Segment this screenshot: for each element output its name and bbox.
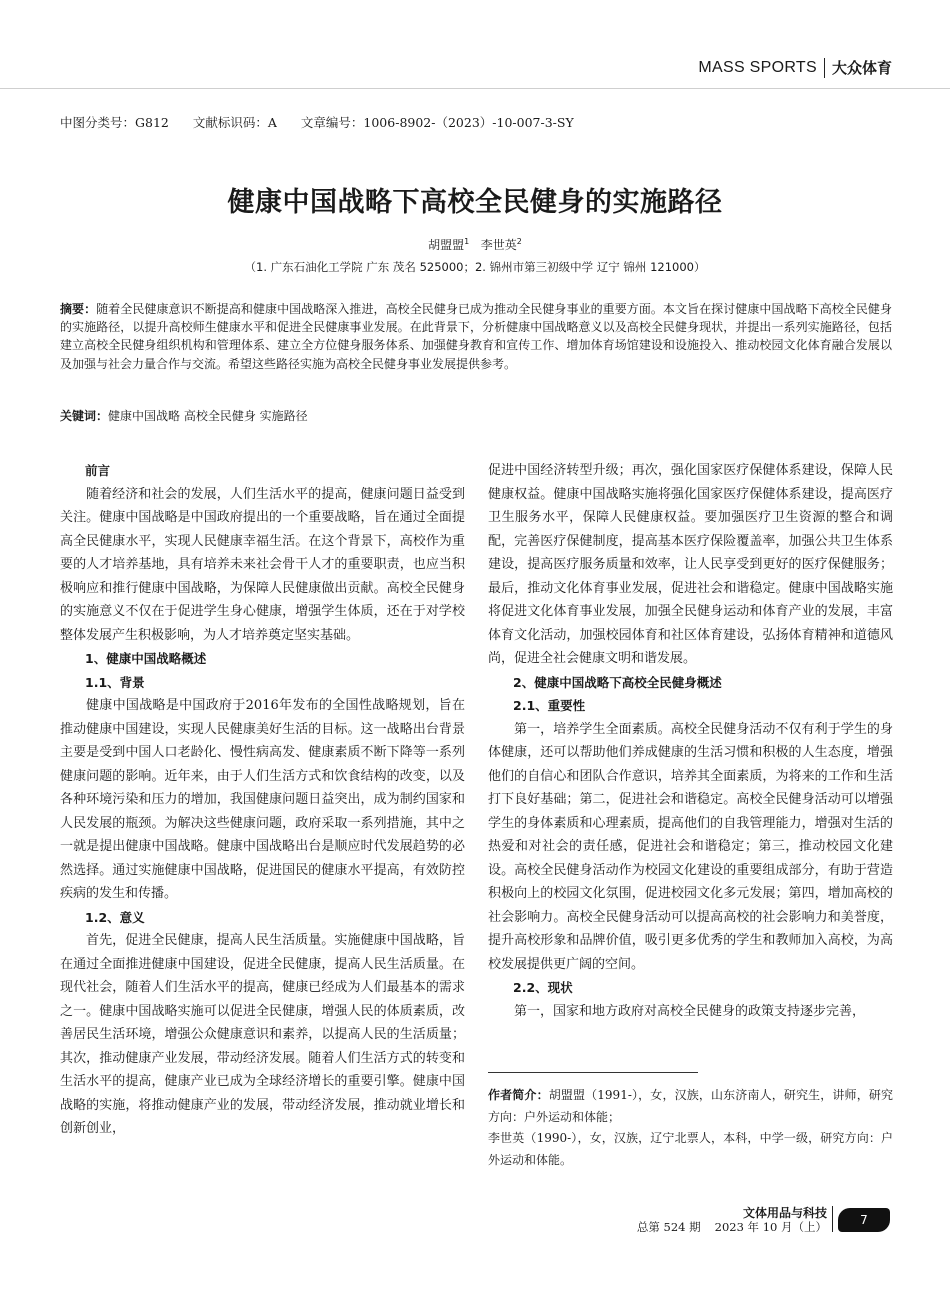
paragraph: 第一，培养学生全面素质。高校全民健身活动不仅有利于学生的身体健康，还可以帮助他们养成健康的生活习惯和积极的人生态度，增强他们的自信心和团队合作意识，培养其全面素质，为将来的工作和生活打下良好基础；第二，促进社会和谐稳定。高校全民健身活动可以增强学生的身体素质和心理素质，提高他们的自我管理能力，增强对生活的热爱和对社会的责任感，促进社会和谐稳定；第三，推动校园文化建设。高校全民健身活动作为校园文化建设的重要组成部分，有助于营造积极向上的校园文化氛围，促进校园文化多元发展；第四，增加高校的社会影响力。高校全民健身活动可以提高高校的社会影响力和美誉度，提升高校形象和品牌价值，吸引更多优秀的学生和教师加入高校，为高校发展提供更广阔的空间。	[488, 721, 893, 972]
subsection-heading-2-2: 2.2、现状	[513, 980, 573, 995]
paragraph-continued: 促进中国经济转型升级；再次，强化国家医疗保健体系建设，保障人民健康权益。健康中国战略实施将强化国家医疗保健体系建设，提高医疗卫生服务水平，保障人民健康权益。要加强医疗卫生资源的整合和调配，完善医疗保健制度，提高基本医疗保险覆盖率，加强公共卫生体系建设，提高医疗服务质量和效率，让人民享受到更好的医疗保健服务；最后，推动文化体育事业发展，促进社会和谐稳定。健康中国战略实施将促进文化体育事业发展，加强全民健身运动和体育产业的发展，丰富体育文化活动，加强校园体育和社区体育建设，弘扬体育精神和道德风尚，促进全社会健康文明和谐发展。	[488, 463, 893, 666]
brand-english: MASS SPORTS	[698, 58, 817, 76]
keywords-text: 健康中国战略 高校全民健身 实施路径	[108, 409, 308, 423]
issue-date: 2023 年 10 月（上）	[714, 1220, 827, 1234]
article-no-label: 文章编号：	[300, 115, 364, 130]
keywords-label: 关键词：	[60, 409, 109, 423]
author-footnote	[488, 1085, 893, 1171]
footnote-rule	[488, 1072, 698, 1073]
paragraph: 随着经济和社会的发展，人们生活水平的提高，健康问题日益受到关注。健康中国战略是中国政府提出的一个重要战略，旨在通过全面提高全民健康水平，实现人民健康幸福生活。在这个背景下，高校作为重要的人才培养基地，具有培养未来社会骨干人才的重要职责，也应当积极响应和推行健康中国战略，为保障人民健康做出贡献。高校全民健身的实施意义不仅在于促进学生身心健康，增强学生体质，还在于对学校整体发展产生积极影响，为人才培养奠定坚实基础。	[60, 486, 465, 643]
doc-code-value: A	[267, 115, 277, 130]
abstract	[60, 300, 892, 373]
section-heading-preface: 前言	[85, 463, 111, 478]
footer-divider	[832, 1206, 833, 1232]
doc-code-label: 文献标识码：	[192, 115, 268, 130]
author-name: 李世英	[480, 238, 517, 252]
paragraph: 第一，国家和地方政府对高校全民健身的政策支持逐步完善，	[514, 1003, 866, 1019]
brand-chinese: 大众体育	[831, 59, 892, 77]
subsection-heading-1-2: 1.2、意义	[85, 909, 145, 925]
abstract-label: 摘要：	[60, 302, 97, 316]
author-affiliation-mark: 2	[516, 237, 522, 246]
footer-journal-name: 文体用品与科技	[742, 1206, 827, 1220]
abstract-text: 随着全民健康意识不断提高和健康中国战略深入推进，高校全民健身已成为推动全民健身事业的重要方面。本文旨在探讨健康中国战略下高校全民健身的实施路径，以提升高校师生健康水平和促进全民健康事业发展。在此背景下，分析健康中国战略意义以及高校全民健身现状，并提出一系列实施路径，包括建立高校全民健身组织机构和管理体系、建立全方位健身服务体系、加强健身教育和宣传工作、增加体育场馆建设和设施投入、推动校园文化体育融合发展以及加强与社会力量合作与交流。希望这些路径实施为高校全民健身事业发展提供参考。	[60, 302, 892, 371]
article-no-value: 1006-8902-（2023）-10-007-3-SY	[363, 115, 574, 130]
body-right-column	[488, 459, 893, 1023]
classification-line	[60, 113, 574, 131]
issue-total: 总第 524 期	[636, 1220, 701, 1234]
footnote-author2: 李世英（1990-），女，汉族，辽宁北票人，本科，中学一级，研究方向：户外运动和体能。	[488, 1131, 893, 1167]
page-number-badge: 7	[838, 1208, 890, 1232]
section-heading-2: 2、健康中国战略下高校全民健身概述	[513, 674, 722, 690]
paragraph: 健康中国战略是中国政府于2016年发布的全国性战略规划，旨在推动健康中国建设，实现人民健康美好生活的目标。这一战略出台背景主要是受到中国人口老龄化、慢性病高发、健康素质不断下降等一系列健康问题的影响。近年来，由于人们生活方式和饮食结构的改变，以及各种环境污染和压力的增加，我国健康问题日益突出，成为制约国家和人民发展的瓶颈。为解决这些健康问题，政府采取一系列措施，其中之一就是提出健康中国战略。健康中国战略出台是顺应时代发展趋势的必然选择。通过实施健康中国战略，促进国民的健康水平提高，有效防控疾病的发生和传播。	[60, 698, 465, 901]
paragraph: 首先，促进全民健康，提高人民生活质量。实施健康中国战略，旨在通过全面推进健康中国建设，促进全民健康，提高人民生活质量。在现代社会，随着人们生活水平的提高，健康已经成为人们最基本的需求之一。健康中国战略实施可以促进全民健康，增强人民的体质素质，改善居民生活环境，增强公众健康意识和素养，以提高人民的生活质量；其次，推动健康产业发展，带动经济发展。随着人们生活方式的转变和生活水平的提高，健康产业已成为全球经济增长的重要引擎。健康中国战略的实施，将推动健康产业的发展，带动经济发展，推动就业增长和创新创业，	[60, 933, 465, 1136]
brand-divider	[824, 58, 825, 78]
footnote-author1: 胡盟盟（1991-），女，汉族，山东济南人，研究生，讲师，研究方向：户外运动和体能；	[488, 1088, 893, 1124]
section-heading-1: 1、健康中国战略概述	[85, 651, 207, 666]
affiliations: （1. 广东石油化工学院 广东 茂名 525000；2. 锦州市第三初级中学 辽宁 锦州 121000）	[244, 260, 706, 274]
footnote-label: 作者简介：	[488, 1088, 549, 1102]
body-left-column	[60, 459, 465, 1141]
article-title: 健康中国战略下高校全民健身的实施路径	[227, 187, 723, 218]
header-divider	[0, 88, 950, 89]
author-affiliation-mark: 1	[464, 237, 470, 246]
clc-label: 中图分类号：	[60, 115, 136, 130]
subsection-heading-1-1: 1.1、背景	[85, 674, 145, 690]
author-line	[0, 236, 950, 253]
author-name: 胡盟盟	[428, 238, 465, 252]
subsection-heading-2-1: 2.1、重要性	[513, 698, 586, 713]
footer-issue	[637, 1219, 827, 1235]
clc-value: G812	[135, 115, 169, 130]
keywords	[60, 407, 892, 425]
journal-brand	[698, 57, 892, 78]
